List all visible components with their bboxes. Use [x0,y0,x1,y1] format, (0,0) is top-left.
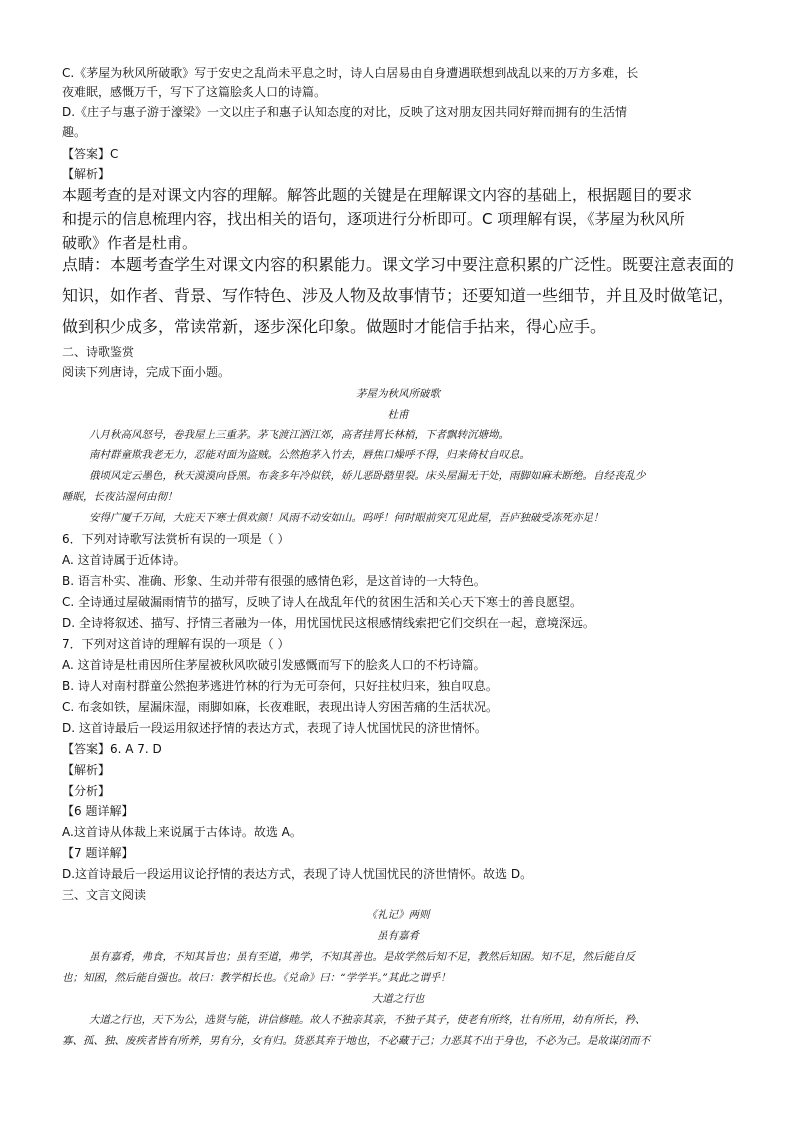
q6-detail: A.这首诗从体裁上来说属于古体诗。故选 A。 [62,825,302,839]
q7-option-a: A. 这首诗是杜甫因所住茅屋被秋风吹破引发感慨而写下的脍炙人口的不朽诗篇。 [62,658,486,672]
q5-tip-line2: 知识，如作者、背景、写作特色、涉及人物及故事情节；还要知道一些细节，并且及时做笔记， [62,286,735,305]
classical-subtitle-2: 大道之行也 [371,993,425,1005]
q7-option-d: D. 这首诗最后一段运用叙述抒情的表达方式，表现了诗人忧国忧民的济世情怀。 [62,721,487,735]
classical-subtitle-1: 虽有嘉肴 [377,930,419,942]
q6-option-a: A. 这首诗属于近体诗。 [62,553,186,567]
classical-p2-line2: 寡、孤、独、废疾者皆有所养，男有分，女有归。货恶其弃于地也，不必藏于己；力恶其不出于身也，不必为己。是故谋闭而不 [62,1035,650,1047]
q7-stem: 7．下列对这首诗的理解有误的一项是（ ） [62,637,290,651]
q6-option-d: D. 全诗将叙述、描写、抒情三者融为一体，用忧国忧民这根感情线索把它们交织在一起，意境深远。 [62,616,595,630]
poem-stanza-2: 南村群童欺我老无力，忍能对面为盗贼。公然抱茅入竹去，唇焦口燥呼不得，归来倚杖自叹息。 [89,449,530,461]
classical-p1-line1: 虽有嘉肴，弗食，不知其旨也；虽有至道，弗学，不知其善也。是故学然后知不足，教然后知困。知不足，然后能自反 [89,951,635,963]
section3-heading: 三、文言文阅读 [62,888,147,902]
poem-stanza-4: 安得广厦千万间，大庇天下寒士俱欢颜！风雨不动安如山。呜呼！何时眼前突兀见此屋，吾庐独破受冻死亦足！ [89,512,604,524]
q5-option-c-line2: 夜难眠，感慨万千，写下了这篇脍炙人口的诗篇。 [62,85,327,99]
section2-heading: 二、诗歌鉴赏 [62,345,135,359]
poem-author: 杜甫 [387,409,409,421]
q5-answer: 【答案】C [62,147,119,161]
section2-answer: 【答案】6. A 7. D [62,742,162,756]
q5-analysis-line1: 本题考查的是对课文内容的理解。解答此题的关键是在理解课文内容的基础上，根据题目的要求 [62,186,693,204]
q6-detail-tag: 【6 题详解】 [62,804,134,818]
poem-title: 茅屋为秋风所破歌 [356,388,440,400]
q7-option-b: B. 诗人对南村群童公然抱茅逃进竹林的行为无可奈何，只好拄杖归来，独自叹息。 [62,679,498,693]
q5-tip-line1: 点睛：本题考查学生对课文内容的积累能力。课文学习中要注意积累的广泛性。既要注意表面的 [62,255,735,274]
q6-option-c: C. 全诗通过屋破漏雨情节的描写，反映了诗人在战乱年代的贫困生活和关心天下寒士的善良愿望。 [62,595,583,609]
section2-fenxi-tag: 【分析】 [62,784,111,798]
poem-stanza-1: 八月秋高风怒号，卷我屋上三重茅。茅飞渡江洒江郊，高者挂罥长林梢，下者飘转沉塘坳。 [89,429,509,441]
q7-detail: D.这首诗最后一段运用议论抒情的表达方式，表现了诗人忧国忧民的济世情怀。故选 D。 [62,867,533,881]
classical-p1-line2: 也；知困，然后能自强也。故曰：教学相长也。《兑命》曰：“学学半。”其此之谓乎！ [62,972,451,984]
poem-stanza-3-line2: 睡眠，长夜沾湿何由彻！ [62,491,178,503]
q7-detail-tag: 【7 题详解】 [62,846,134,860]
section2-instruction: 阅读下列唐诗，完成下面小题。 [62,365,231,379]
q5-analysis-tag: 【解析】 [62,167,111,181]
section2-analysis-tag: 【解析】 [62,763,111,777]
q5-tip-line3: 做到积少成多，常读常新，逐步深化印象。做题时才能信手拈来，得心应手。 [62,317,607,336]
q5-analysis-line2: 和提示的信息梳理内容，找出相关的语句，逐项进行分析即可。C 项理解有误，《茅屋为秋风所 [62,210,685,228]
q6-stem: 6．下列对诗歌写法赏析有误的一项是（ ） [62,532,290,546]
poem-stanza-3-line1: 俄顷风定云墨色，秋天漠漠向昏黑。布衾多年冷似铁，娇儿恶卧踏里裂。床头屋漏无干处，雨脚如麻未断绝。自经丧乱少 [89,470,646,482]
q5-option-d-line1: D.《庄子与惠子游于濠梁》一文以庄子和惠子认知态度的对比，反映了这对朋友因共同好辩而拥有的生活情 [62,105,628,119]
classical-p2-line1: 大道之行也，天下为公，选贤与能，讲信修睦。故人不独亲其亲，不独子其子，使老有所终，壮有所用，幼有所长，矜、 [89,1014,646,1026]
classical-title: 《礼记》两则 [366,909,430,921]
q7-option-c: C. 布衾如铁，屋漏床湿，雨脚如麻，长夜难眠，表现出诗人穷困苦痛的生活状况。 [62,700,499,714]
q5-option-d-line2: 趣。 [62,125,87,139]
q5-analysis-line3: 破歌》作者是杜甫。 [62,234,198,252]
q6-option-b: B. 语言朴实、准确、形象、生动并带有很强的感情色彩，是这首诗的一大特色。 [62,574,486,588]
q5-option-c-line1: C.《茅屋为秋风所破歌》写于安史之乱尚未平息之时，诗人白居易由自身遭遇联想到战乱以来的万方多难，长 [62,66,639,80]
